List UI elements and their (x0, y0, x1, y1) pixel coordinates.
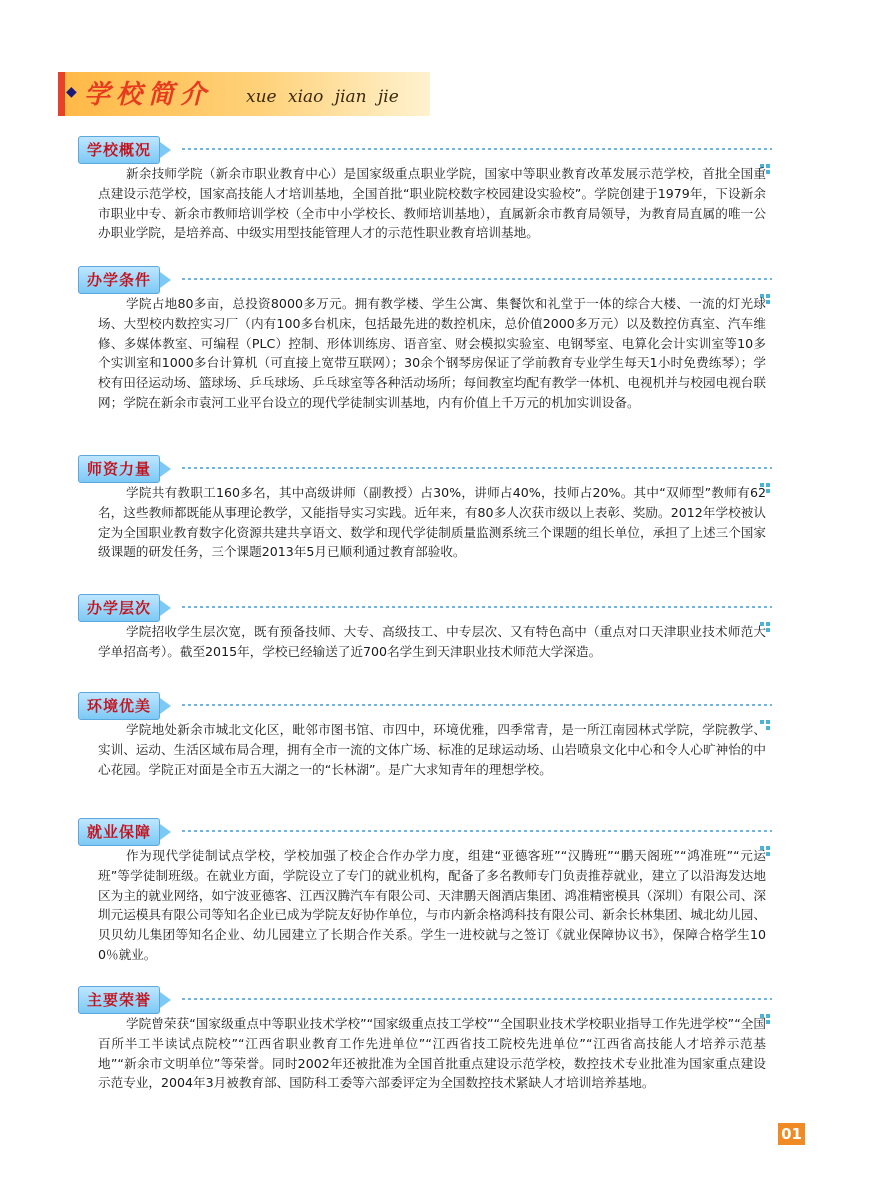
section-label: 就业保障 (78, 818, 160, 846)
section-text: 学院招收学生层次宽，既有预备技师、大专、高级技工、中专层次、又有特色高中（重点对口天津职业技术师范大学单招高考）。截至2015年，学校已经输送了近700名学生到天津职业技术师范大学深造。 (98, 624, 766, 659)
section-text: 学院地处新余市城北文化区，毗邻市图书馆、市四中，环境优雅，四季常青，是一所江南园林式学院，学院教学、实训、运动、生活区域布局合理，拥有全市一流的文体广场、标准的足球运动场、山岩喷泉文化中心和令人心旷神怡的中心花园。学院正对面是全市五大湖之一的“长林湖”。是广大求知青年的理想学校。 (98, 722, 766, 777)
page-title-pinyin: xue xiao jian jie (246, 87, 399, 107)
dotted-divider (182, 467, 772, 469)
dotted-divider (182, 830, 772, 832)
dotted-divider (182, 704, 772, 706)
section-text: 学院占地80多亩，总投资8000多万元。拥有教学楼、学生公寓、集餐饮和礼堂于一体的综合大楼、一流的灯光球场、大型校内数控实习厂（内有100多台机床，包括最先进的数控机床，总价值2000多万元）以及数控仿真室、汽车维修、多媒体教室、可编程（PLC）控制、形体训练房、语音室、财会模拟实验室、电钢琴室、电算化会计实训室等10多个实训室和1000多台计算机（可直接上宽带互联网）；30余个钢琴房保证了学前教育专业学生每天1小时免费练琴）；学校有田径运动场、篮球场、乒乓球场、乒乓球室等各种活动场所；每间教室均配有教学一体机、电视机并与校园电视台联网；学院在新余市袁河工业平台设立的现代学徒制实训基地，内有价值上千万元的机加实训设备。 (98, 296, 766, 410)
dotted-divider (182, 998, 772, 1000)
section-text: 学院曾荣获“国家级重点中等职业技术学校”“国家级重点技工学校”“全国职业技术学校职业指导工作先进学校”“全国百所半工半读试点院校”“江西省职业教育工作先进单位”“江西省技工院校先进单位”“江西省高技能人才培养示范基地”“新余市文明单位”等荣誉。同时2002年还被批准为全国首批重点建设示范学校，数控技术专业批准为国家重点建设示范专业，2004年3月被教育部、国防科工委等六部委评定为全国数控技术紧缺人才培训培养基地。 (98, 1016, 766, 1091)
diamond-icon: ◆ (66, 84, 77, 100)
section-label: 办学层次 (78, 594, 160, 622)
dotted-divider (182, 278, 772, 280)
page-title: 学校简介 (84, 80, 213, 110)
section-label: 主要荣誉 (78, 986, 160, 1014)
section-label: 办学条件 (78, 266, 160, 294)
page-number: 01 (778, 1123, 805, 1145)
dotted-divider (182, 148, 772, 150)
section-text: 作为现代学徒制试点学校，学校加强了校企合作办学力度，组建“亚德客班”“汉腾班”“鹏天阁班”“鸿准班”“元运班”等学徒制班级。在就业方面，学院设立了专门的就业机构，配备了多名教师专门负责推荐就业，建立了以沿海发达地区为主的就业网络，如宁波亚德客、江西汉腾汽车有限公司、天津鹏天阁酒店集团、鸿准精密模具（深圳）有限公司、深圳元运模具有限公司等知名企业已成为学院友好协作单位，与市内新余格鸿科技有限公司、新余长林集团、城北幼儿园、贝贝幼儿集团等知名企业、幼儿园建立了长期合作关系。学生一进校就与之签订《就业保障协议书》，保障合格学生100％就业。 (98, 848, 766, 962)
header-accent-bar (58, 72, 65, 116)
section-label: 学校概况 (78, 136, 160, 164)
section-label: 环境优美 (78, 692, 160, 720)
dotted-divider (182, 606, 772, 608)
section-label: 师资力量 (78, 455, 160, 483)
section-text: 学院共有教职工160多名，其中高级讲师（副教授）占30%，讲师占40%，技师占20%。其中“双师型”教师有62名，这些教师都既能从事理论教学，又能指导实习实践。近年来，有80多人次获市级以上表彰、奖励。2012年学校被认定为全国职业教育数字化资源共建共享语文、数学和现代学徒制质量监测系统三个课题的组长单位，承担了上述三个国家级课题的研发任务，三个课题2013年5月已顺利通过教育部验收。 (98, 485, 766, 560)
section-text: 新余技师学院（新余市职业教育中心）是国家级重点职业学院，国家中等职业教育改革发展示范学校，首批全国重点建设示范学校，国家高技能人才培训基地，全国首批“职业院校数字校园建设实验校”。学院创建于1979年，下设新余市职业中专、新余市教师培训学校（全市中小学校长、教师培训基地），直属新余市教育局领导，为教育局直属的唯一公办职业学院，是培养高、中级实用型技能管理人才的示范性职业教育培训基地。 (98, 166, 766, 241)
